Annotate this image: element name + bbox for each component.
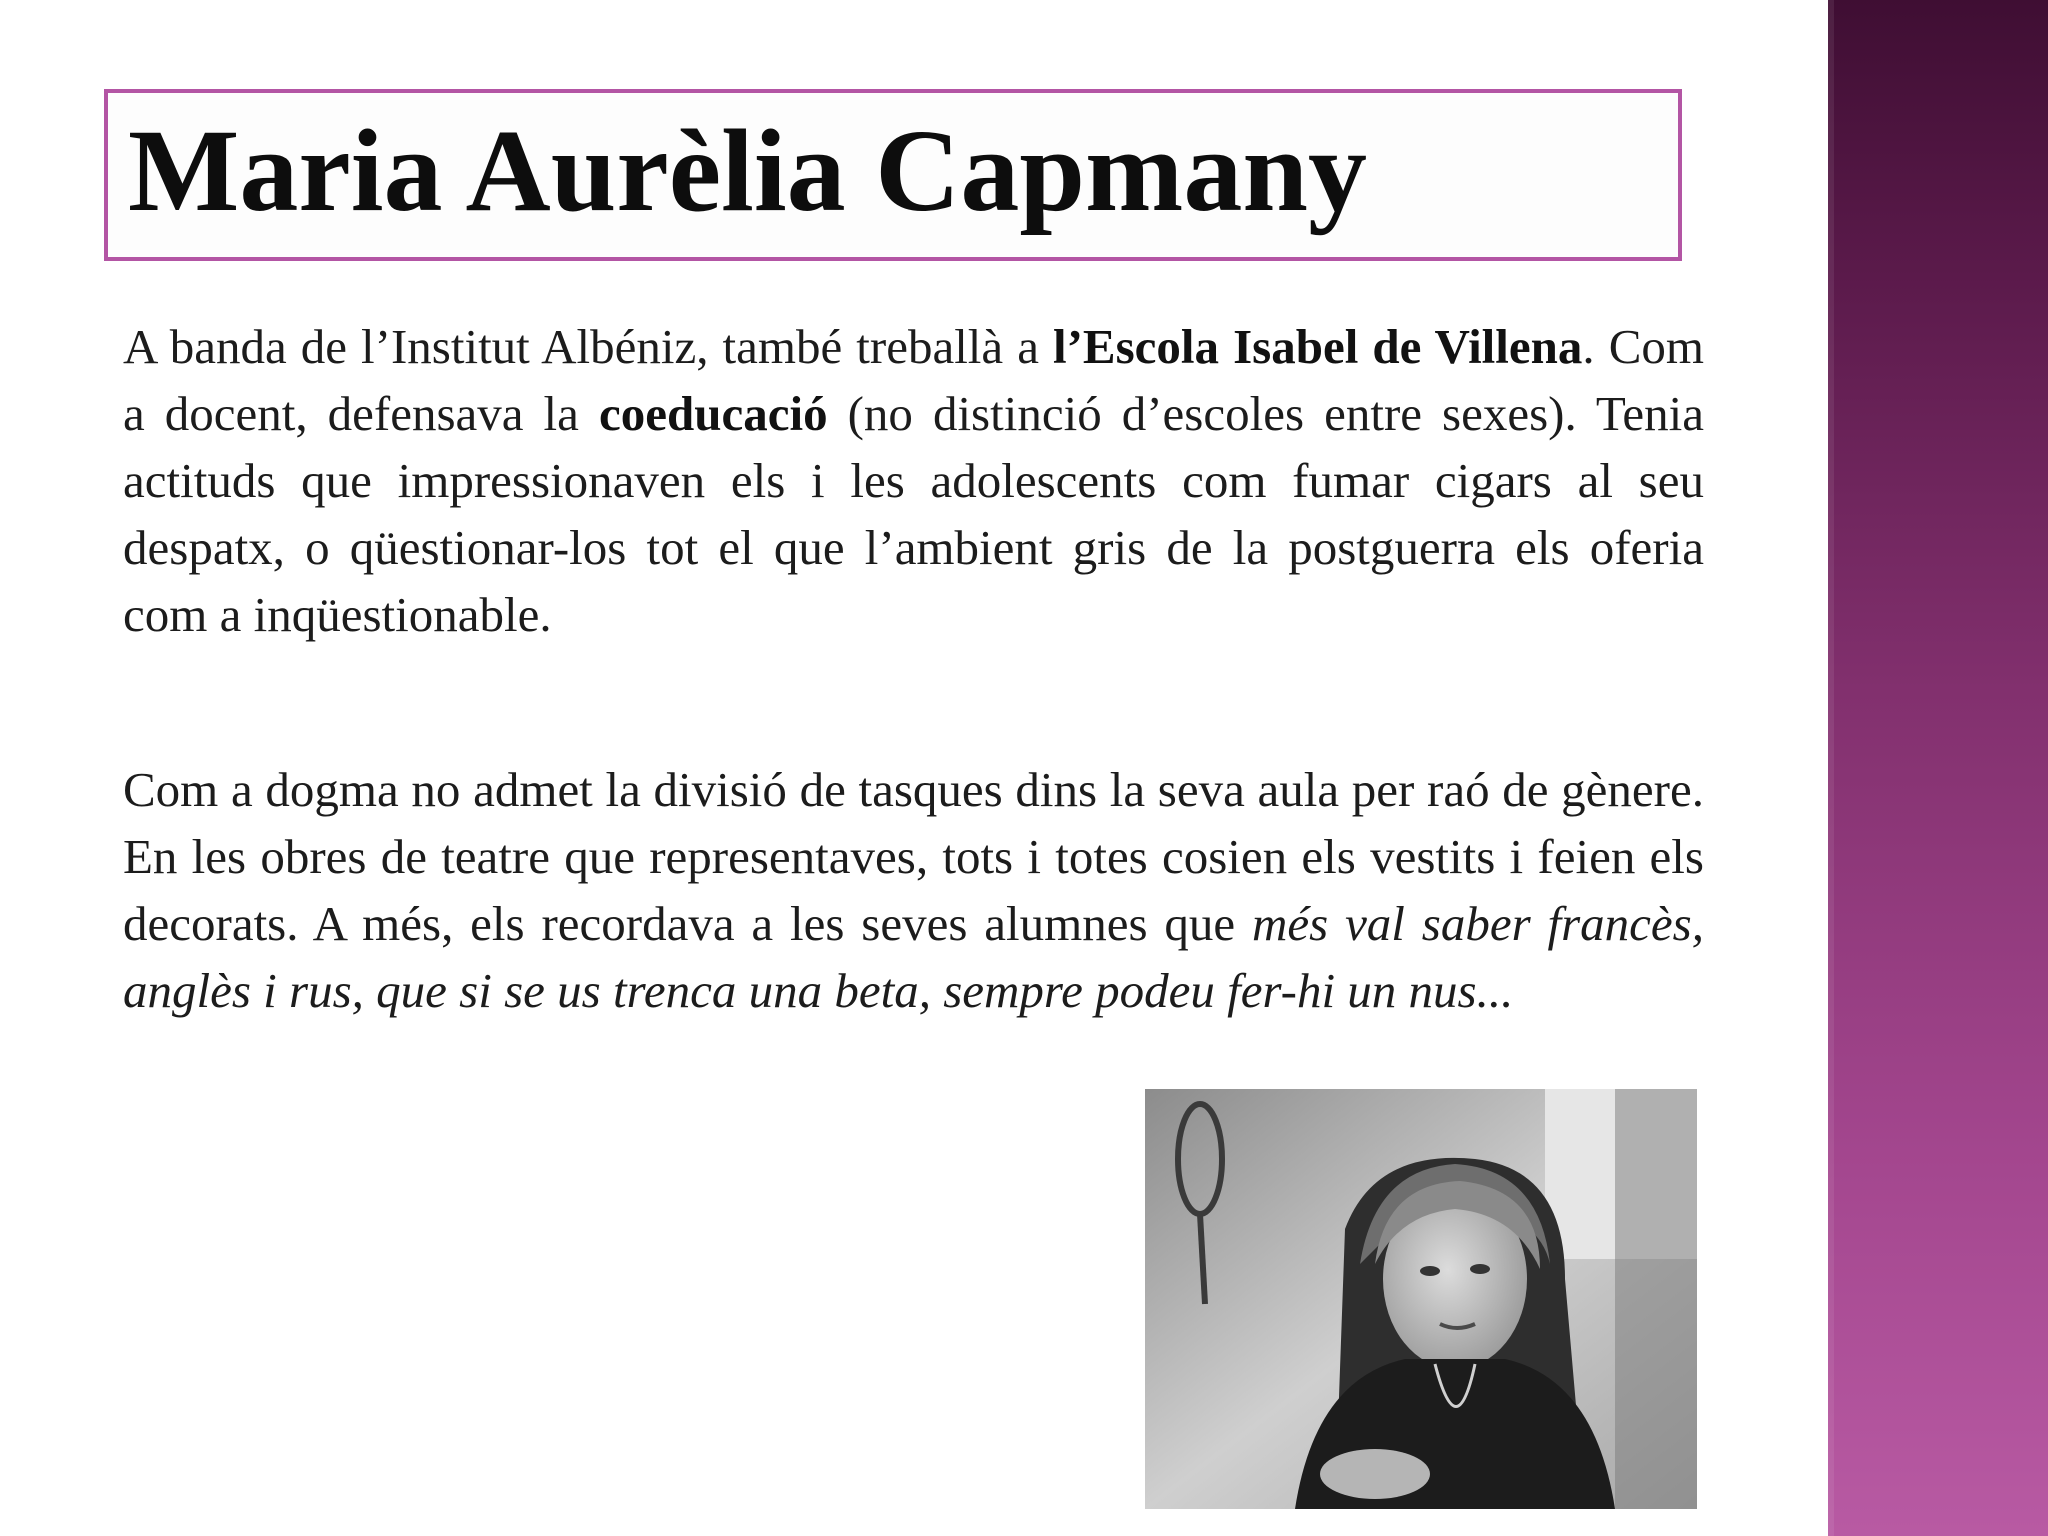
portrait-photo-drawing <box>1145 1089 1697 1509</box>
paragraph1-text-1: A banda de l’Institut Albéniz, també treballà a <box>123 319 1053 374</box>
italic-quote: més val saber francès, anglès i rus, que si se us trenca una beta, sempre podeu fer-hi un nus... <box>123 896 1704 1018</box>
coeducation-bold: coeducació <box>598 386 828 441</box>
paragraph2-text-1: Com a dogma no admet la divisió de tasques dins la seva aula per raó de gènere. En les obres de teatre que representaves, tots i totes cosien els vestits i feien els decorats. A més, els recordava a les seves alumnes que <box>123 762 1704 951</box>
slide-title: Maria Aurèlia Capmany <box>128 105 1367 236</box>
portrait-photo <box>1145 1089 1697 1509</box>
school-name-bold: l’Escola Isabel de Villena <box>1053 319 1583 374</box>
paragraph1-text-2: . Com a docent, defensava la <box>123 319 1704 441</box>
side-band-edge <box>1828 0 1834 1536</box>
title-frame <box>104 89 1682 261</box>
paragraph1-text-3: (no distinció d’escoles entre sexes). Tenia actituds que impressionaven els i les adolescents com fumar cigars al seu despatx, o qüestionar-los tot el que l’ambient gris de la postguerra els oferia com a inqüestionable. <box>123 386 1704 642</box>
paragraph-escola <box>123 313 1704 648</box>
paragraph-dogma <box>123 756 1704 1024</box>
decorative-side-band <box>1828 0 2048 1536</box>
